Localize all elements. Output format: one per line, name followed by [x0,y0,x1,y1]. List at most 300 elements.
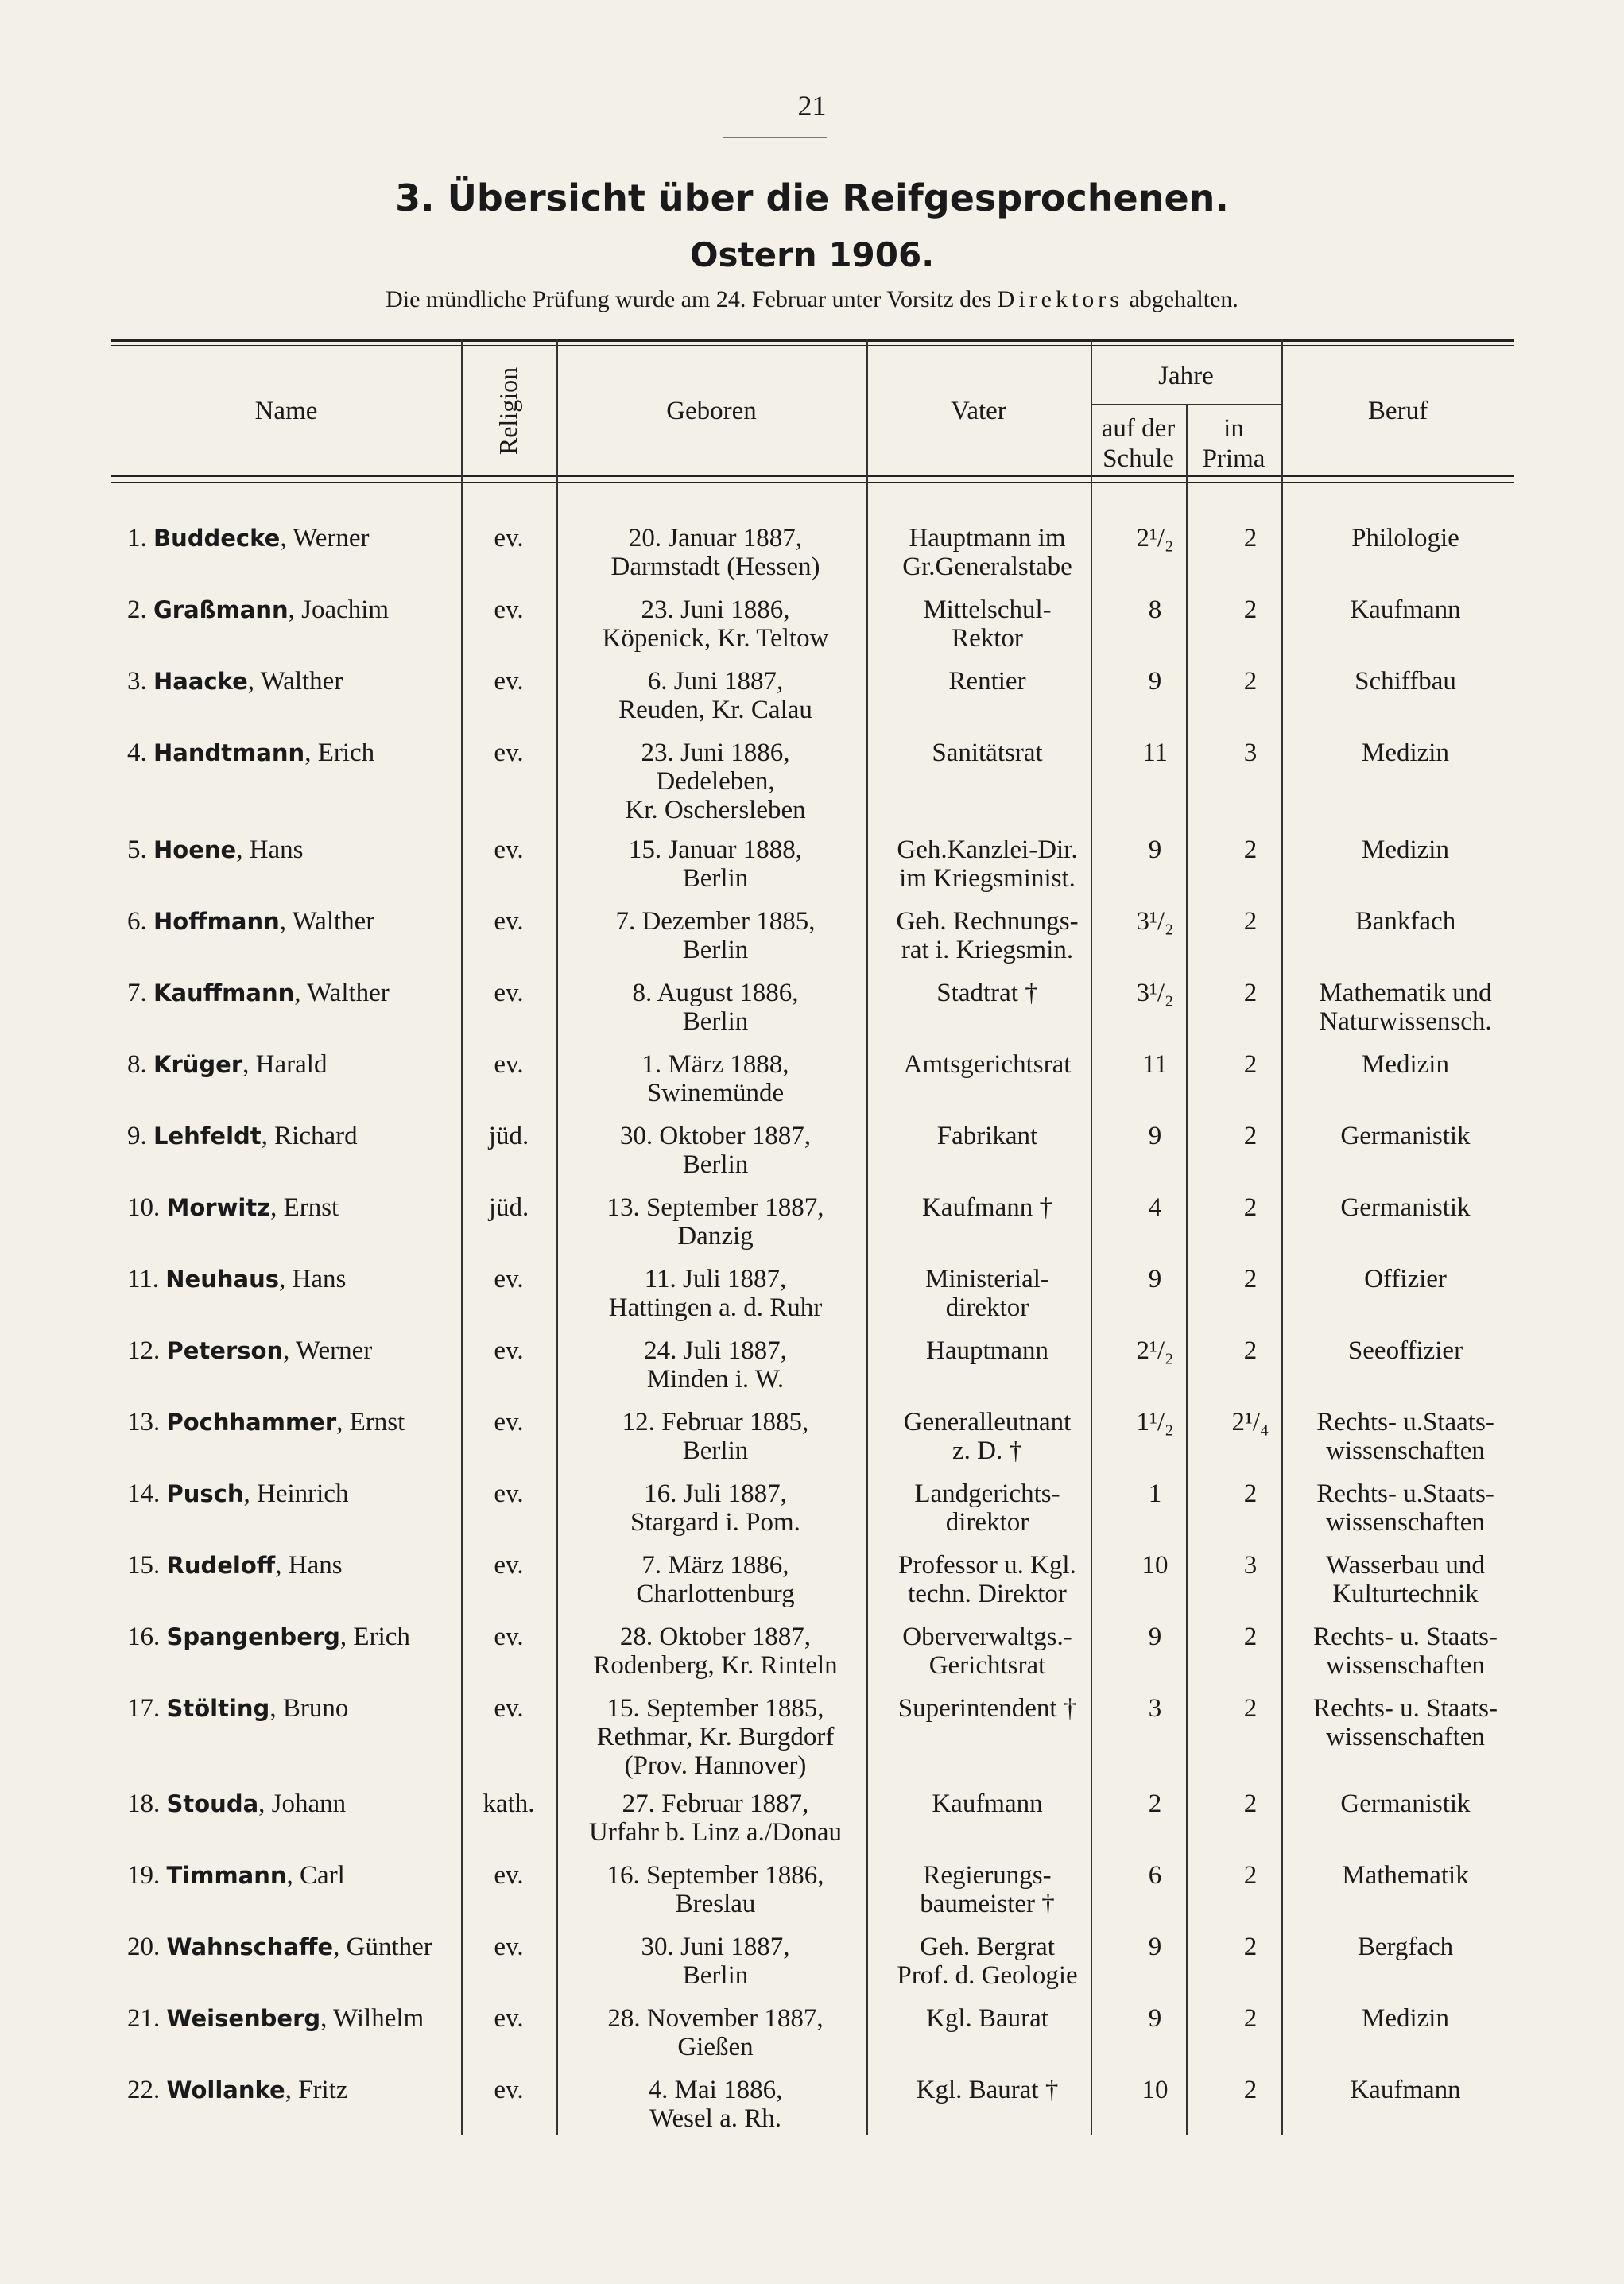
birth-info-line: Hattingen a. d. Ruhr [608,1293,823,1322]
row-number: 7. [127,979,147,1007]
row-number: 4. [127,739,147,767]
father-occupation-line: Hauptmann [926,1336,1048,1365]
years-in-prima: 2 [1243,595,1258,624]
religion: ev. [494,1408,524,1437]
table-row [111,595,1514,667]
chosen-profession [1297,1623,1514,1680]
father-occupation-line: Gr.Generalstabe [902,553,1072,581]
given-name: Fritz [298,2076,348,2104]
birth-info [564,1050,866,1107]
father-occupation [868,1861,1107,1918]
religion: ev. [494,836,524,864]
page-title: 3. Übersicht über die Reifgesprochenen. [395,176,1229,219]
header-prima [1186,413,1281,474]
birth-info-line: 16. September 1886, [607,1861,824,1890]
years-at-school: 9 [1148,836,1162,864]
father-occupation [868,1479,1107,1537]
page-subtitle: Ostern 1906. [689,235,935,274]
years-at-school: 10 [1141,1551,1169,1580]
father-occupation-line: Superintendent † [897,1694,1077,1723]
years-in-prima: 2 [1243,1050,1258,1079]
birth-info [564,595,866,653]
table-row [111,1122,1514,1193]
table-row [111,667,1514,739]
years-in-prima: 2 [1243,1479,1258,1508]
graduate-name [127,1861,345,1890]
header-prima-line2: Prima [1202,444,1265,473]
surname: Buddecke [153,525,281,552]
birth-info [564,1193,866,1251]
father-occupation-line: im Kriegsminist. [899,864,1076,893]
father-occupation-line: Generalleutnant [903,1408,1072,1437]
birth-info-line: 30. Juni 1887, [641,1933,790,1961]
religion: jüd. [488,1193,529,1222]
chosen-profession-line: Rechts- u. Staats- [1313,1694,1498,1723]
birth-info-line: 15. September 1885, [607,1694,824,1723]
chosen-profession [1297,524,1514,553]
chosen-profession [1297,2076,1514,2104]
birth-info-line: Danzig [677,1222,754,1251]
chosen-profession-line: Rechts- u.Staats- [1316,1408,1494,1437]
chosen-profession-line: Offizier [1364,1265,1447,1293]
birth-info-line: 23. Juni 1886, [641,595,790,624]
father-occupation [868,836,1107,893]
years-header-rule [1091,404,1281,405]
header-school [1091,413,1186,474]
chosen-profession [1297,979,1514,1036]
chosen-profession-line: Kulturtechnik [1332,1580,1479,1608]
surname: Stölting [166,1695,270,1722]
birth-info-line: Breslau [675,1890,756,1918]
father-occupation [868,1694,1107,1723]
father-occupation-line: Fabrikant [936,1122,1038,1150]
father-occupation-line: Rentier [948,667,1026,696]
birth-info-line: 8. August 1886, [632,979,799,1007]
religion: ev. [494,595,524,624]
father-occupation [868,2076,1107,2104]
comma: , [275,1551,289,1580]
graduate-name [127,1408,405,1437]
father-occupation-line: Ministerial- [925,1265,1049,1293]
birth-info-line: 12. Februar 1885, [622,1408,809,1437]
father-occupation [868,1933,1107,1990]
years-at-school: 9 [1148,1265,1162,1293]
chosen-profession [1297,1933,1514,1961]
chosen-profession-line: Germanistik [1340,1122,1471,1150]
birth-info-line: 7. Dezember 1885, [615,907,816,936]
page-number: 21 [797,90,827,122]
graduate-name [127,667,343,696]
surname: Krüger [153,1051,243,1078]
birth-info [564,1790,866,1847]
surname: Stouda [166,1790,259,1817]
father-occupation-line: Gerichtsrat [928,1651,1046,1680]
years-in-prima: 2 [1243,1336,1258,1365]
birth-info [564,1479,866,1537]
chosen-profession-line: wissenschaften [1326,1508,1485,1537]
comma: , [336,1408,350,1437]
chosen-profession-line: Naturwissensch. [1319,1007,1492,1036]
graduate-name [127,836,304,864]
surname: Hoene [153,836,237,863]
given-name: Werner [296,1336,373,1365]
birth-info-line: Rethmar, Kr. Burgdorf [596,1723,835,1751]
surname: Hoffmann [153,908,280,935]
surname: Rudeloff [166,1552,276,1579]
religion: ev. [494,667,524,696]
chosen-profession-line: Rechts- u. Staats- [1313,1623,1498,1651]
table-row [111,1050,1514,1122]
religion: jüd. [488,1122,529,1150]
birth-info-line: 28. November 1887, [607,2004,824,2033]
father-occupation-line: Landgerichts- [914,1479,1060,1508]
row-number: 18. [127,1790,161,1818]
table-header-rule [111,475,1514,477]
birth-info-line: 30. Oktober 1887, [619,1122,812,1150]
table-row [111,1479,1514,1551]
chosen-profession [1297,1050,1514,1079]
table-row [111,524,1514,595]
exam-note-end: abgehalten. [1129,286,1238,312]
chosen-profession [1297,595,1514,624]
comma: , [280,524,293,553]
given-name: Werner [293,524,370,553]
exam-note-text: Die mündliche Prüfung wurde am 24. Februar unter Vorsitz des [386,286,992,312]
graduate-name [127,1193,339,1222]
table-row [111,1336,1514,1408]
father-occupation-line: Regierungs- [923,1861,1052,1890]
years-in-prima: 2 [1243,524,1258,553]
religion: kath. [483,1790,535,1818]
chosen-profession [1297,836,1514,864]
birth-info [564,2004,866,2061]
comma: , [288,595,302,624]
birth-info [564,2076,866,2133]
given-name: Carl [300,1861,345,1890]
given-name: Erich [353,1623,410,1651]
chosen-profession [1297,907,1514,936]
comma: , [258,1790,272,1818]
birth-info-line: Berlin [682,1150,749,1179]
header-years: Jahre [1158,362,1214,390]
years-in-prima: 2 [1243,1122,1258,1150]
row-number: 22. [127,2076,161,2104]
surname: Graßmann [153,596,289,623]
comma: , [279,907,293,936]
table-row [111,1265,1514,1336]
chosen-profession-line: Germanistik [1340,1193,1471,1222]
birth-info [564,836,866,893]
header-name: Name [254,397,318,425]
years-at-school: 1¹/₂ [1136,1408,1174,1437]
birth-info-line: 28. Oktober 1887, [619,1623,812,1651]
chosen-profession-line: Wasserbau und [1326,1551,1485,1580]
given-name: Walther [260,667,343,696]
surname: Peterson [166,1337,284,1364]
row-number: 19. [127,1861,161,1890]
religion: ev. [494,2004,524,2033]
birth-info-line: Stargard i. Pom. [630,1508,800,1537]
father-occupation-line: Oberverwaltgs.- [902,1623,1072,1651]
birth-info-line: Reuden, Kr. Calau [618,696,812,724]
surname: Wahnschaffe [166,1933,334,1960]
graduate-name [127,979,390,1007]
table-top-rule-thin [111,345,1514,346]
years-at-school: 10 [1141,2076,1169,2104]
years-at-school: 11 [1142,739,1168,767]
chosen-profession-line: Mathematik und [1319,979,1492,1007]
years-in-prima: 2 [1243,907,1258,936]
religion: ev. [494,1479,524,1508]
row-number: 21. [127,2004,161,2033]
father-occupation-line: direktor [945,1293,1029,1322]
years-in-prima: 2 [1243,1933,1258,1961]
birth-info-line: Berlin [682,1961,749,1990]
years-at-school: 4 [1148,1193,1162,1222]
years-at-school: 3¹/₂ [1136,979,1174,1007]
graduate-name [127,1551,343,1580]
given-name: Johann [271,1790,347,1818]
surname: Weisenberg [166,2005,321,2032]
surname: Spangenberg [166,1623,340,1650]
birth-info [564,1694,866,1780]
years-in-prima: 3 [1243,739,1258,767]
chosen-profession-line: Seeoffizier [1347,1336,1463,1365]
father-occupation-line: Geh.Kanzlei-Dir. [897,836,1078,864]
chosen-profession [1297,1265,1514,1293]
given-name: Heinrich [257,1479,349,1508]
birth-info-line: Köpenick, Kr. Teltow [602,624,829,653]
birth-info-line: Rodenberg, Kr. Rinteln [593,1651,838,1680]
religion: ev. [494,907,524,936]
row-number: 2. [127,595,147,624]
father-occupation-line: Geh. Rechnungs- [896,907,1079,936]
chosen-profession-line: Kaufmann [1350,2076,1461,2104]
surname: Pochhammer [166,1409,337,1436]
years-in-prima: 2¹/₄ [1231,1408,1269,1437]
father-occupation-line: Hauptmann im [909,524,1066,553]
table-row [111,1861,1514,1933]
father-occupation-line: rat i. Kriegsmin. [901,936,1074,964]
years-at-school: 9 [1148,1623,1162,1651]
given-name: Walther [307,979,390,1007]
comma: , [242,1050,256,1079]
table-row [111,2004,1514,2076]
row-number: 1. [127,524,147,553]
comma: , [294,979,308,1007]
surname: Wollanke [166,2077,285,2104]
chosen-profession-line: Mathematik [1342,1861,1469,1890]
chosen-profession [1297,739,1514,767]
header-father: Vater [951,397,1006,425]
birth-info-line: Minden i. W. [646,1365,785,1394]
father-occupation-line: Kaufmann † [921,1193,1053,1222]
surname: Timmann [166,1862,287,1889]
chosen-profession [1297,1122,1514,1150]
graduate-name [127,739,374,767]
years-at-school: 9 [1148,667,1162,696]
birth-info [564,1933,866,1990]
graduate-name [127,1790,346,1818]
table-row [111,1790,1514,1861]
row-number: 11. [127,1265,160,1293]
table-row [111,739,1514,824]
graduate-name [127,1265,346,1293]
table-row [111,1193,1514,1265]
father-occupation-line: Mittelschul- [923,595,1052,624]
years-in-prima: 2 [1243,2076,1258,2104]
years-in-prima: 2 [1243,667,1258,696]
birth-info-line: 7. März 1886, [641,1551,789,1580]
given-name: Hans [288,1551,343,1580]
father-occupation [868,667,1107,696]
father-occupation-line: direktor [945,1508,1029,1537]
birth-info-line: 27. Februar 1887, [622,1790,809,1818]
table-row [111,979,1514,1050]
given-name: Richard [274,1122,358,1150]
birth-info [564,1623,866,1680]
page-number-rule [723,137,827,138]
given-name: Harald [255,1050,328,1079]
given-name: Erich [317,739,375,767]
chosen-profession [1297,2004,1514,2033]
row-number: 6. [127,907,147,936]
father-occupation [868,524,1107,581]
birth-info-line: 15. Januar 1888, [628,836,803,864]
chosen-profession-line: Medizin [1362,2004,1449,2033]
years-at-school: 3 [1148,1694,1162,1723]
father-occupation-line: Kgl. Baurat [926,2004,1048,2033]
chosen-profession [1297,1694,1514,1751]
graduate-name [127,1933,432,1961]
father-occupation [868,979,1107,1007]
chosen-profession [1297,1193,1514,1222]
header-prima-line1: in [1223,414,1244,443]
comma: , [333,1933,347,1961]
birth-info [564,1551,866,1608]
row-number: 14. [127,1479,161,1508]
birth-info-line: Dedeleben, [656,767,775,796]
comma: , [279,1265,293,1293]
header-religion: Religion [494,366,522,456]
row-number: 5. [127,836,147,864]
given-name: Walther [292,907,375,936]
chosen-profession [1297,667,1514,696]
table-row [111,2076,1514,2147]
comma: , [270,1193,284,1222]
header-school-line2: Schule [1103,444,1174,473]
chosen-profession-line: Medizin [1362,836,1449,864]
chosen-profession [1297,1790,1514,1818]
birth-info [564,1861,866,1918]
row-number: 17. [127,1694,161,1723]
birth-info [564,524,866,581]
years-at-school: 1 [1148,1479,1162,1508]
graduate-name [127,1050,327,1079]
table-row [111,1551,1514,1623]
birth-info [564,667,866,724]
father-occupation [868,1408,1107,1465]
birth-info-line: 11. Juli 1887, [644,1265,787,1293]
row-number: 13. [127,1408,161,1437]
father-occupation-line: Geh. Bergrat [920,1933,1055,1961]
surname: Haacke [153,668,248,695]
birth-info-line: 24. Juli 1887, [644,1336,787,1365]
table-row [111,836,1514,907]
father-occupation [868,1790,1107,1818]
father-occupation-line: techn. Direktor [908,1580,1067,1608]
birth-info [564,1336,866,1394]
surname: Kauffmann [153,979,295,1006]
years-in-prima: 2 [1243,836,1258,864]
years-at-school: 3¹/₂ [1136,907,1174,936]
birth-info-line: Charlottenburg [636,1580,795,1608]
comma: , [339,1623,354,1651]
chosen-profession [1297,1408,1514,1465]
religion: ev. [494,1551,524,1580]
father-occupation-line: Amtsgerichtsrat [903,1050,1072,1079]
birth-info-line: 1. März 1888, [641,1050,789,1079]
birth-info [564,907,866,964]
row-number: 20. [127,1933,161,1961]
given-name: Günther [346,1933,432,1961]
years-in-prima: 2 [1243,2004,1258,2033]
years-in-prima: 2 [1243,1790,1258,1818]
chosen-profession [1297,1551,1514,1608]
chosen-profession-line: Kaufmann [1350,595,1461,624]
header-born: Geboren [666,397,757,425]
chosen-profession-line: Philologie [1351,524,1459,553]
father-occupation [868,1050,1107,1079]
years-at-school: 6 [1148,1861,1162,1890]
comma: , [247,667,261,696]
row-number: 9. [127,1122,147,1150]
graduate-name [127,595,389,624]
graduate-name [127,2076,347,2104]
chosen-profession [1297,1336,1514,1365]
religion: ev. [494,1265,524,1293]
comma: , [283,1336,296,1365]
table-row [111,1694,1514,1780]
religion: ev. [494,1861,524,1890]
surname: Lehfeldt [153,1123,262,1150]
graduate-name [127,1623,410,1651]
exam-note-emphasis: Direktors [997,286,1123,312]
row-number: 16. [127,1623,161,1651]
row-number: 12. [127,1336,161,1365]
father-occupation [868,1623,1107,1680]
years-at-school: 9 [1148,1122,1162,1150]
father-occupation [868,2004,1107,2033]
header-school-line1: auf der [1101,414,1176,443]
years-in-prima: 2 [1243,1265,1258,1293]
comma: , [236,836,250,864]
years-in-prima: 2 [1243,1861,1258,1890]
father-occupation [868,907,1107,964]
graduate-name [127,2004,424,2033]
chosen-profession-line: wissenschaften [1326,1651,1485,1680]
birth-info-line: Wesel a. Rh. [649,2104,781,2133]
given-name: Ernst [283,1193,339,1222]
religion: ev. [494,524,524,553]
years-at-school: 2¹/₂ [1136,1336,1174,1365]
comma: , [243,1479,257,1508]
comma: , [286,1861,300,1890]
years-in-prima: 2 [1243,1623,1258,1651]
graduate-name [127,1694,348,1723]
father-occupation [868,739,1107,767]
father-occupation [868,1122,1107,1150]
